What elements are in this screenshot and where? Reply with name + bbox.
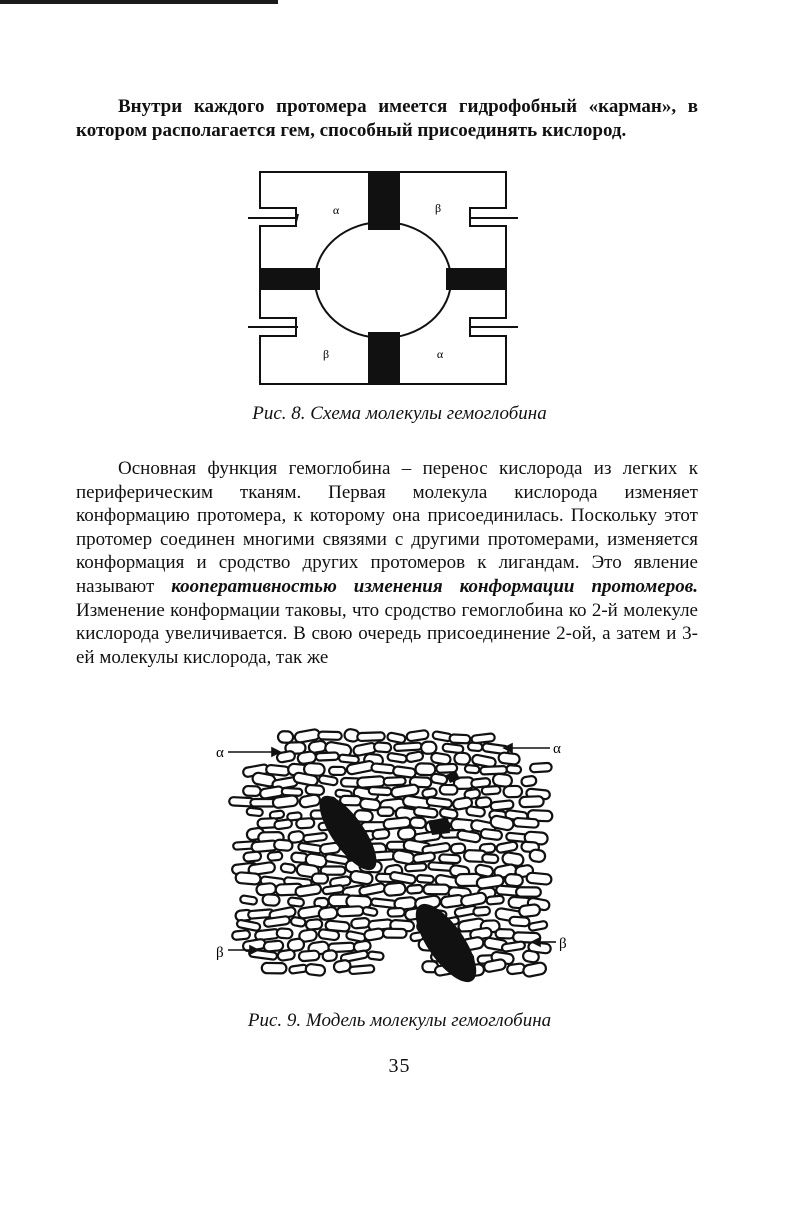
helix-segment <box>388 908 405 917</box>
helix-segment <box>528 921 547 932</box>
helix-segment <box>322 885 344 895</box>
model-label-bottom-right: β <box>559 936 567 952</box>
helix-segment <box>482 854 499 864</box>
helix-segment <box>475 797 491 808</box>
helix-segment <box>236 919 260 931</box>
helix-segment <box>507 963 526 974</box>
helix-segment <box>480 829 502 841</box>
helix-segment <box>505 874 524 887</box>
helix-segment <box>482 786 501 795</box>
helix-segment <box>394 742 422 751</box>
helix-segment <box>305 964 325 977</box>
helix-segment <box>277 928 293 938</box>
helix-segment <box>506 765 521 774</box>
helix-segment <box>267 852 282 861</box>
helix-segment <box>318 906 338 920</box>
helix-segment <box>466 806 485 817</box>
helix-segment <box>406 730 429 742</box>
helix-segment <box>430 773 447 785</box>
helix-segment <box>498 752 520 765</box>
paragraph-2 <box>76 457 698 669</box>
paragraph-1-text: Внутри каждого протомера имеется гидрофобный «карман», в котором располагается гем, способный присоединять кислород. <box>76 96 698 141</box>
helix-segment <box>451 843 466 854</box>
helix-segment <box>417 875 434 883</box>
helix-segment <box>468 742 483 751</box>
helix-segment <box>240 895 258 905</box>
helix-segment <box>516 887 541 897</box>
scheme-label-bottom-right: α <box>436 347 444 361</box>
scheme-label-bottom-left: β <box>322 347 330 361</box>
figure-8-caption: Рис. 8. Схема молекулы гемоглобина <box>252 403 547 424</box>
helix-segment <box>368 951 384 960</box>
helix-segment <box>277 949 295 961</box>
helix-segment <box>383 929 406 938</box>
scheme-label-top-left: α <box>332 203 340 217</box>
cooperativity-term: кооперативностью изменения конформации протомеров. <box>171 575 698 597</box>
helix-segment <box>519 904 541 918</box>
helix-segment <box>232 930 250 940</box>
helix-segment <box>337 906 364 916</box>
model-label-bottom-left: β <box>216 945 224 961</box>
helix-segment <box>274 819 292 830</box>
helix-segment <box>318 775 338 786</box>
helix-segment <box>384 882 406 896</box>
helix-segment <box>521 776 537 787</box>
helix-segment <box>530 763 552 773</box>
helix-segment <box>263 940 283 951</box>
helix-segment <box>280 863 295 873</box>
helix-segment <box>509 917 529 927</box>
helix-segment <box>371 898 397 908</box>
helix-segment <box>495 929 514 939</box>
model-structure <box>229 728 552 977</box>
helix-segment <box>322 950 337 962</box>
helix-segment <box>290 917 306 927</box>
helix-segment <box>288 897 305 907</box>
helix-segment <box>364 928 385 941</box>
helix-segment <box>415 763 435 775</box>
page-number: 35 <box>388 1055 411 1077</box>
helix-segment <box>519 796 544 807</box>
helix-segment <box>289 964 308 973</box>
helix-segment <box>318 732 342 740</box>
paragraph-2-text-cont: Изменение конформации таковы, что сродство гемоглобина ко 2-й молекуле кислорода увеличивается. В свою очередь присоединение 2-ой, а затем и 3-ей молекулы кислорода, так же <box>76 599 698 668</box>
helix-segment <box>378 807 394 816</box>
hemoglobin-model-figure <box>210 715 580 990</box>
helix-segment <box>272 795 298 809</box>
helix-segment <box>303 833 327 843</box>
helix-segment <box>490 800 513 811</box>
helix-segment <box>522 962 547 978</box>
helix-segment <box>426 797 452 808</box>
helix-segment <box>414 807 438 818</box>
helix-segment <box>436 764 457 773</box>
model-label-top-left: α <box>216 745 224 761</box>
helix-segment <box>246 808 263 817</box>
helix-segment <box>339 754 359 763</box>
helix-segment <box>513 818 539 828</box>
helix-segment <box>387 753 407 763</box>
model-label-top-right: α <box>553 741 561 757</box>
helix-segment <box>299 950 320 961</box>
helix-segment <box>243 851 261 862</box>
helix-segment <box>440 785 458 795</box>
top-rule <box>0 0 278 4</box>
helix-segment <box>473 907 490 916</box>
helix-segment <box>454 752 470 765</box>
helix-segment <box>371 763 395 774</box>
helix-segment <box>349 965 374 974</box>
helix-segment <box>496 841 518 853</box>
helix-segment <box>522 950 539 963</box>
helix-segment <box>529 849 546 863</box>
helix-segment <box>423 885 449 895</box>
helix-segment <box>398 827 416 840</box>
helix-segment <box>372 829 389 840</box>
helix-segment <box>406 751 424 763</box>
helix-segment <box>262 894 280 906</box>
hemoglobin-scheme-figure <box>248 164 528 394</box>
helix-segment <box>465 765 480 774</box>
helix-segment <box>312 873 328 883</box>
helix-segment <box>449 734 470 743</box>
helix-segment <box>504 786 523 797</box>
helix-segment <box>298 843 323 854</box>
helix-segment <box>316 752 339 760</box>
scheme-label-top-right: β <box>434 201 442 215</box>
figure-9-caption: Рис. 9. Модель молекулы гемоглобина <box>247 1010 552 1031</box>
helix-segment <box>369 787 392 796</box>
helix-segment <box>299 794 321 808</box>
helix-segment <box>243 786 261 796</box>
helix-segment <box>410 817 426 828</box>
helix-segment <box>318 929 339 941</box>
helix-segment <box>362 907 378 917</box>
helix-segment <box>235 872 261 885</box>
paragraph-2-text: Основная функция гемоглобина – перенос кислорода из легких к периферическим тканям. Первая молекула кислорода изменяет конформацию протомера, к которому она присоединилась. Поскольку этот протомер соединен многими связями с другими протомерами, изменяется конформация и сродство других протомеров к лигандам. Это явление называют <box>76 458 698 597</box>
helix-segment <box>387 732 406 743</box>
helix-segment <box>278 731 294 743</box>
helix-segment <box>274 839 293 851</box>
helix-segment <box>306 919 323 930</box>
helix-segment <box>325 854 349 865</box>
helix-segment <box>296 818 314 829</box>
helix-segment <box>384 777 406 786</box>
helix-segment <box>407 885 423 894</box>
helix-segment <box>405 863 427 871</box>
helix-segment <box>329 767 345 775</box>
helix-segment <box>351 918 370 929</box>
helix-segment <box>486 895 504 904</box>
helix-segment <box>357 732 385 741</box>
helix-segment <box>421 742 437 754</box>
helix-segment <box>526 872 552 885</box>
helix-segment <box>374 742 392 752</box>
paragraph-1 <box>76 95 698 142</box>
helix-segment <box>262 963 287 974</box>
helix-segment <box>393 766 416 778</box>
helix-segment <box>439 808 458 820</box>
